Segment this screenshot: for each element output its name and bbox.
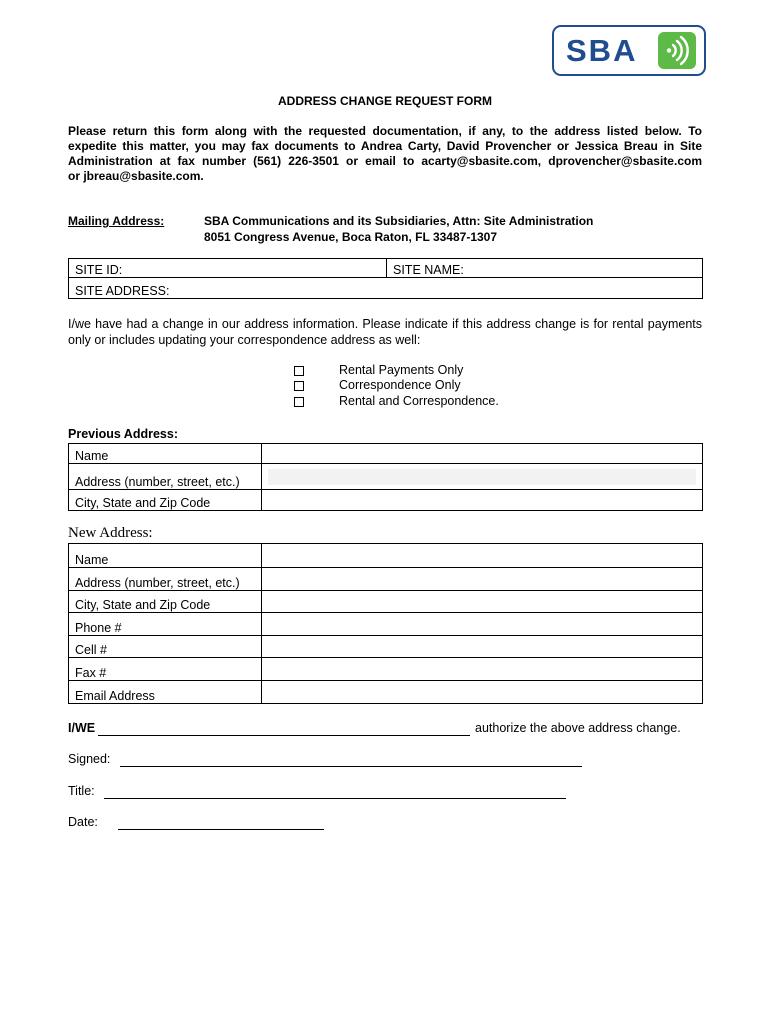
new-city-state-zip-field[interactable] [262,591,703,613]
previous-name-field[interactable] [262,444,703,464]
change-paragraph: I/we have had a change in our address information. Please indicate if this address change is for rental payments only or includes updating your correspondence address as well: [68,317,702,347]
table-row-label: City, State and Zip Code [69,591,262,613]
signature-line[interactable] [120,766,582,767]
table-row-label: Email Address [69,681,262,704]
new-address-table [68,543,703,704]
sba-logo [552,25,706,76]
signed-label: Signed: [68,752,111,766]
intro-text [68,124,702,184]
fax-field[interactable] [262,658,703,681]
previous-city-state-zip-field[interactable] [262,490,703,511]
previous-address-heading: Previous Address: [68,427,178,441]
table-row-label: Address (number, street, etc.) [69,464,262,490]
phone-field[interactable] [262,613,703,636]
previous-address-field[interactable] [262,464,703,490]
table-row-label: Name [69,444,262,464]
mailing-address-line2: 8051 Congress Avenue, Boca Raton, FL 33487-1307 [204,230,498,244]
date-line[interactable] [118,829,324,830]
email-field[interactable] [262,681,703,704]
cell-field[interactable] [262,636,703,658]
table-row-label: Fax # [69,658,262,681]
site-address-label: SITE ADDRESS: [75,284,170,298]
title-label: Title: [68,784,95,798]
intro-line: Please return this form along with the requested documentation, if any, to the address listed below. To [68,124,702,138]
site-address-cell[interactable] [69,278,703,299]
mailing-address-line1: SBA Communications and its Subsidiaries, Attn: Site Administration [204,214,594,228]
table-row-label: Phone # [69,613,262,636]
authorize-text: authorize the above address change. [475,721,681,735]
intro-line: Administration at fax number (561) 226-3501 or email to acarty@sbasite.com, dprovencher@sbasite.com [68,154,702,168]
signal-waves-icon [658,32,696,69]
iwe-name-line[interactable] [98,735,470,736]
form-title: ADDRESS CHANGE REQUEST FORM [277,94,492,108]
site-id-cell[interactable] [69,259,387,278]
correspondence-checkbox[interactable] [294,381,304,391]
intro-line: expedite this matter, you may fax documents to Andrea Carty, David Provencher or Jessica Breau in Site [68,139,702,153]
table-row-label: Cell # [69,636,262,658]
rental-and-correspondence-label: Rental and Correspondence. [339,394,499,408]
table-row-label: Address (number, street, etc.) [69,568,262,591]
title-line[interactable] [104,798,566,799]
rental-payments-checkbox[interactable] [294,366,304,376]
new-address-heading: New Address: [68,525,153,541]
table-row-label: Name [69,544,262,568]
table-row-label: City, State and Zip Code [69,490,262,511]
rental-and-correspondence-checkbox[interactable] [294,397,304,407]
correspondence-label: Correspondence Only [339,378,461,392]
new-name-field[interactable] [262,544,703,568]
field-shading [268,469,696,485]
site-name-label: SITE NAME: [393,263,464,277]
new-address-field[interactable] [262,568,703,591]
mailing-address-label: Mailing Address: [68,214,165,228]
date-label: Date: [68,815,98,829]
rental-payments-label: Rental Payments Only [339,363,464,377]
iwe-label: I/WE [68,721,96,735]
previous-address-table [68,443,703,511]
intro-line: or jbreau@sbasite.com. [68,169,204,183]
logo-text: SBA [566,33,638,68]
site-id-label: SITE ID: [75,263,123,277]
site-name-cell[interactable] [387,259,703,278]
site-table [68,258,703,299]
